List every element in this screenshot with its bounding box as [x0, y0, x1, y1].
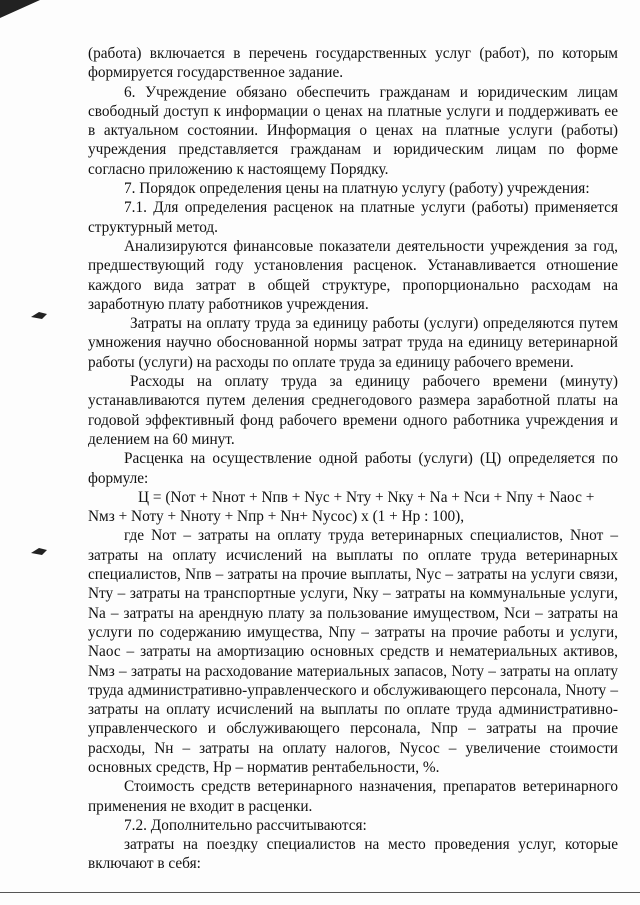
paragraph-item-7: 7. Порядок определения цены на платную услугу (работу) учреждения:	[124, 180, 590, 198]
formula-line-2: Nмз + Nоту + Nноту + Nпр + Nн+ Nусос) х (1 + Нр : 100),	[88, 508, 465, 526]
paragraph-formula-intro: Расценка на осуществление одной работы (услуги) (Ц) определяется по формуле:	[88, 450, 618, 487]
paragraph-item-7-1: 7.1. Для определения расценок на платные услуги (работы) применяется структурный метод.	[88, 199, 618, 236]
document-body	[88, 44, 618, 874]
page-bottom-edge	[0, 892, 640, 893]
paragraph-continuation: (работа) включается в перечень государственных услуг (работ), по которым формируется государственное задание.	[88, 45, 618, 82]
paragraph-item-7-2: 7.2. Дополнительно рассчитываются:	[124, 816, 367, 834]
paragraph-formula-legend: где Nот – затраты на оплату труда ветеринарных специалистов, Nнот – затраты на оплату исчислений на выплаты по оплате труда ветеринарных специалистов, Nпв – затраты на прочие выплаты, Nус – затраты на услуги связи, Nту – затраты на транспортные услуги, Nку – затраты на коммунальные услуги, Nа – затраты на арендную плату за пользование имуществом, Nси – затраты на услуги по содержанию имущества, Nпу – затраты на прочие работы и услуги, Nаос – затраты на амортизацию основных средств и нематериальных активов, Nмз – затраты на расходование материальных запасов, Nоту – затраты на оплату труда административно-управленческого и обслуживающего персонала, Nноту – затраты на оплату исчислений на выплаты по оплате труда административно-управленческого и обслуживающего персонала, Nпр – затраты на прочие расходы, Nн – затраты на оплату налогов, Nусос – увеличение стоимости основных средств, Нр – норматив рентабельности, %.	[88, 527, 618, 776]
paragraph-item-6: 6. Учреждение обязано обеспечить гражданам и юридическим лицам свободный доступ к информации о ценах на платные услуги и поддерживать ее в актуальном состоянии. Информация о ценах на платные услуги (работы) учреждения представляется гражданам и юридическим лицам по форме согласно приложению к настоящему Порядку.	[88, 83, 618, 178]
paragraph-exclusions: Стоимость средств ветеринарного назначения, препаратов ветеринарного применения не входит в расценки.	[88, 778, 618, 815]
scan-corner-mark	[0, 0, 40, 18]
paragraph-labor-per-minute: Расходы на оплату труда за единицу рабочего времени (минуту) устанавливаются путем деления среднегодового размера заработной платы на годовой эффективный фонд рабочего времени одного работника учреждения и делением на 60 минут.	[88, 373, 618, 448]
paragraph-analysis: Анализируются финансовые показатели деятельности учреждения за год, предшествующий году установления расценок. Устанавливается отношение каждого вида затрат в общей структуре, пропорционально расходам на заработную плату работников учреждения.	[88, 237, 618, 313]
punch-hole-mark	[30, 546, 48, 556]
paragraph-travel-costs: затраты на поездку специалистов на место проведения услуг, которые включают в себя:	[88, 836, 618, 873]
punch-hole-mark	[30, 310, 48, 320]
paragraph-labor-costs: Затраты на оплату труда за единицу работы (услуги) определяются путем умножения научно обоснованной нормы затрат труда на единицу ветеринарной работы (услуги) на расходы по оплате труда за единицу рабочего времени.	[88, 315, 618, 371]
formula-line-1: Ц = (Nот + Nнот + Nпв + Nус + Nту + Nку + Nа + Nси + Nпу + Nаос +	[138, 488, 595, 506]
